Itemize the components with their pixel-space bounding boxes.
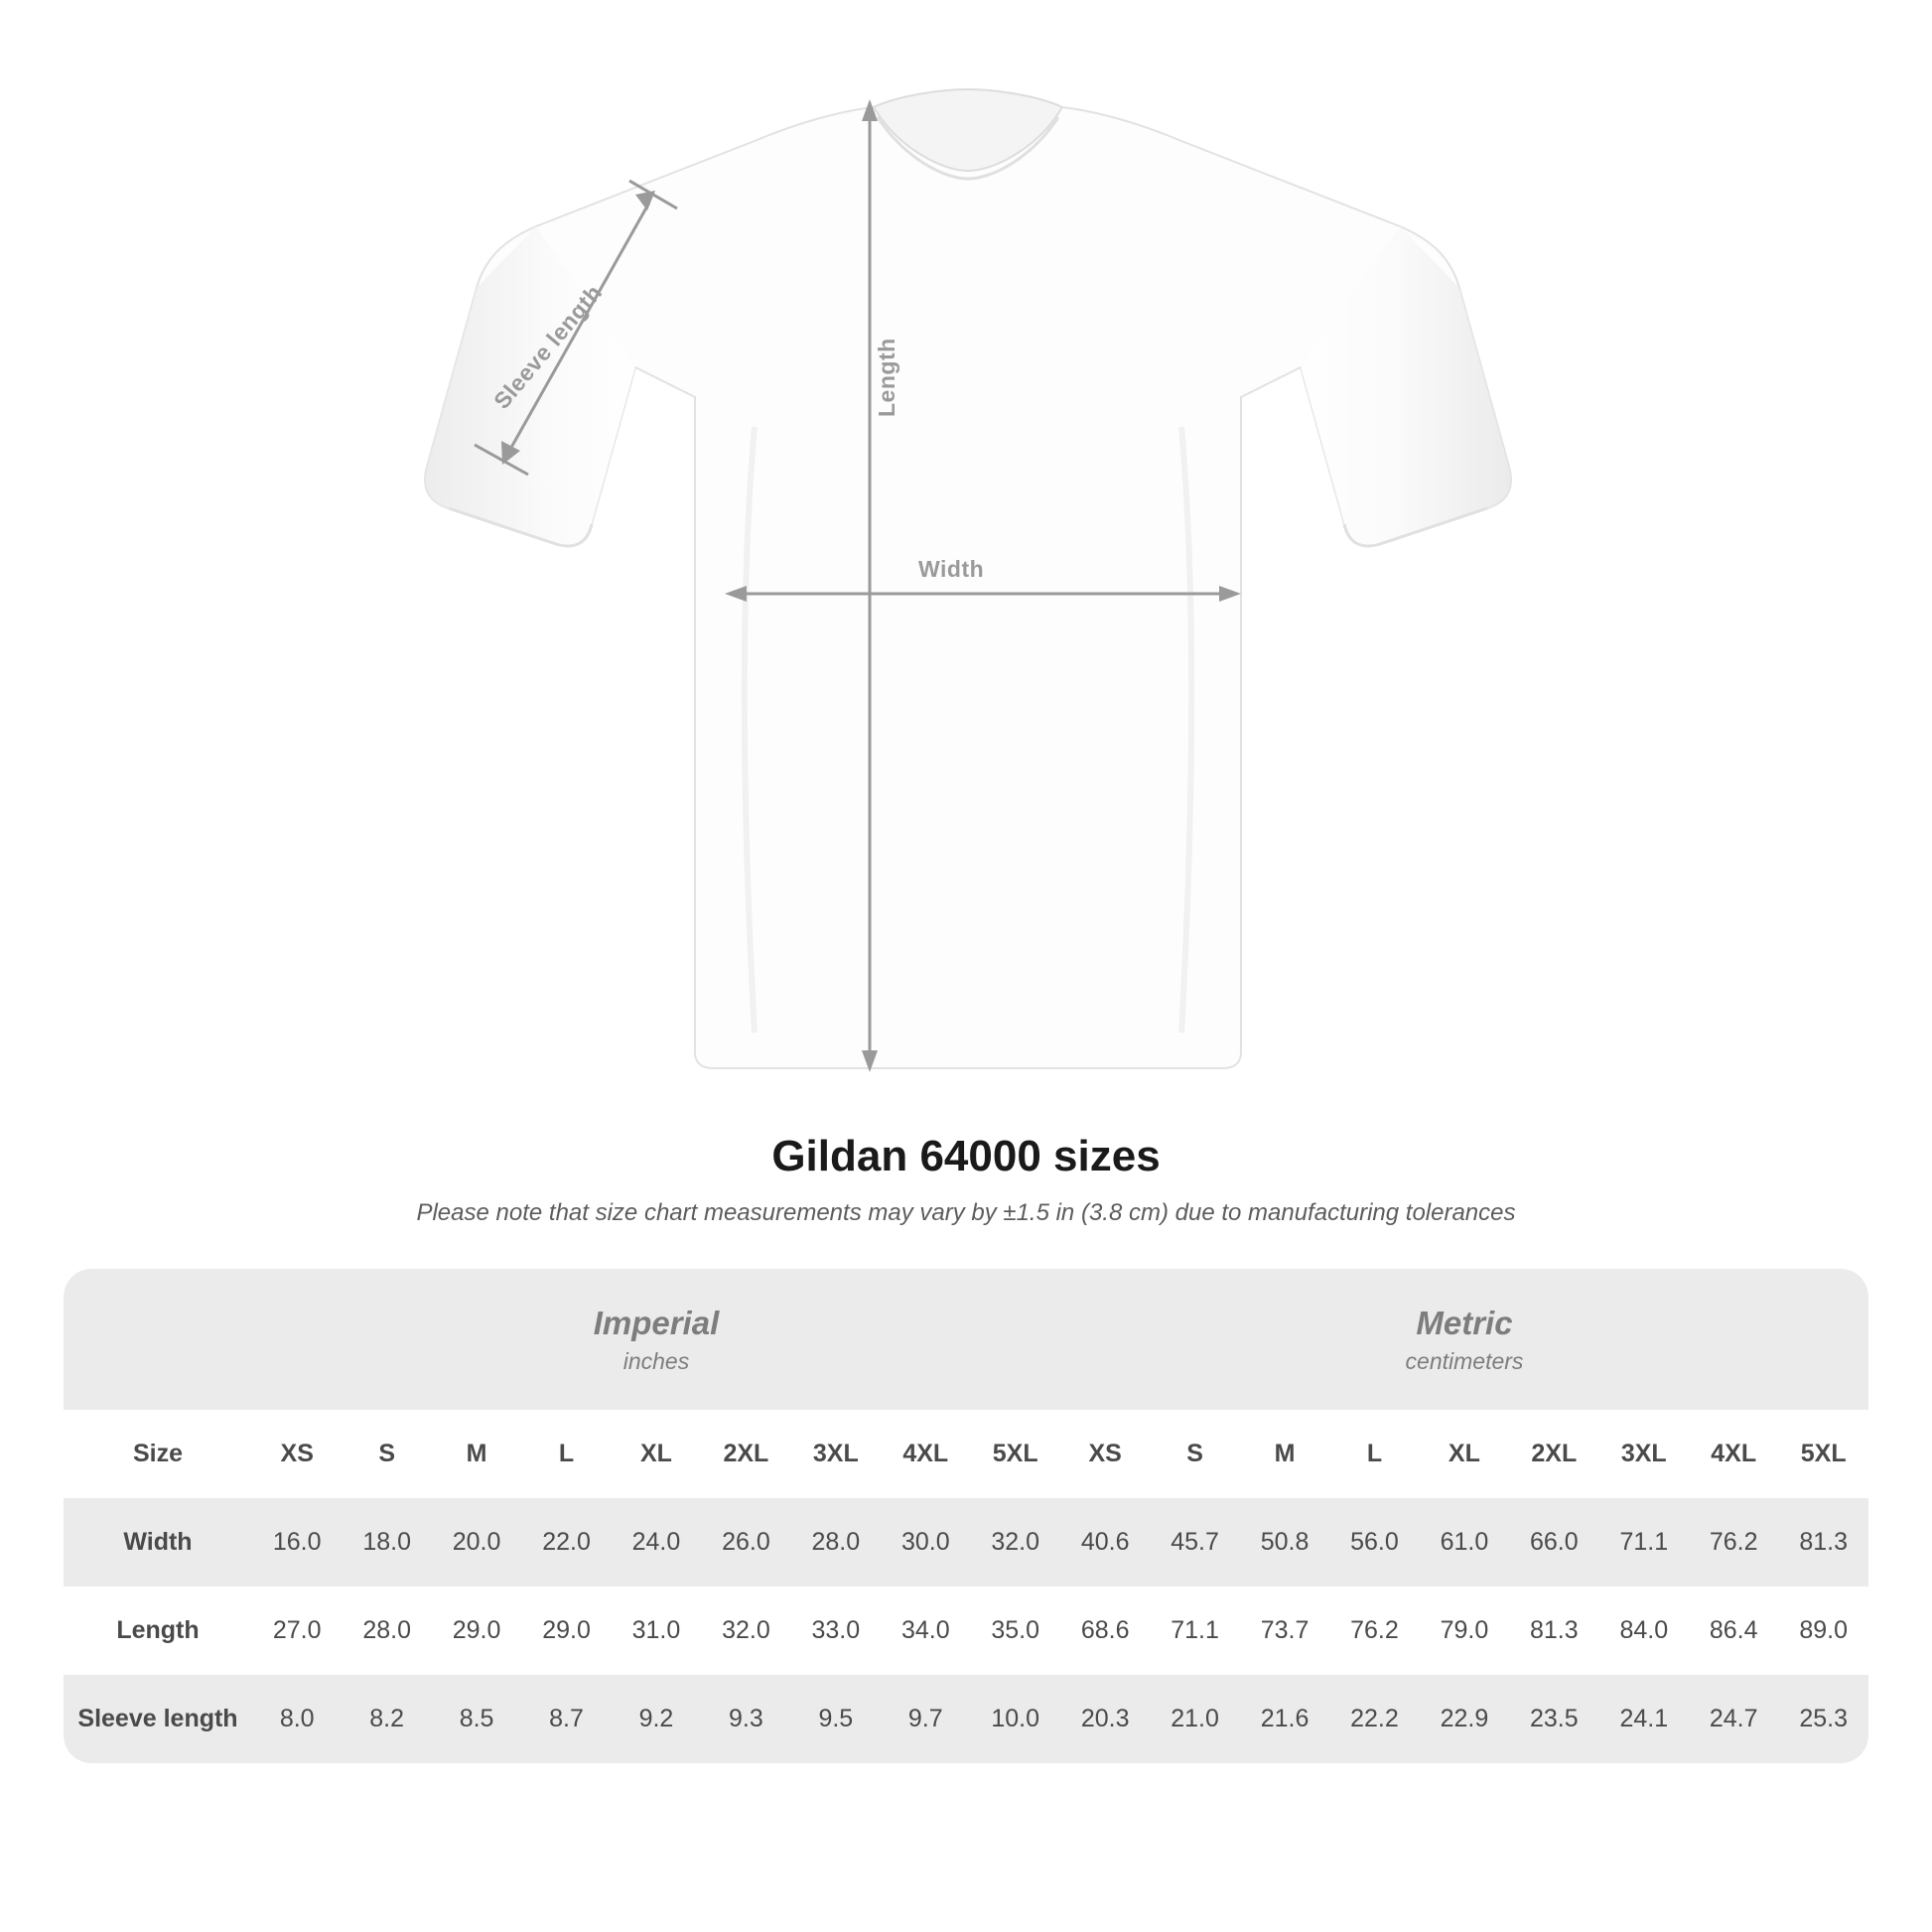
- cell-value: 31.0: [612, 1587, 701, 1675]
- size-header-cell: S: [342, 1410, 431, 1498]
- cell-value: 33.0: [791, 1587, 881, 1675]
- unit-metric-name: Metric: [1416, 1305, 1513, 1341]
- size-header-cell: 3XL: [1599, 1410, 1689, 1498]
- unit-imperial-name: Imperial: [593, 1305, 720, 1341]
- unit-header-metric: [1060, 1269, 1868, 1410]
- cell-value: 8.2: [342, 1675, 431, 1763]
- sleeve-length-dimension-label: Sleeve length: [488, 279, 608, 414]
- cell-value: 20.0: [432, 1498, 521, 1587]
- cell-value: 76.2: [1689, 1498, 1778, 1587]
- cell-value: 8.0: [252, 1675, 342, 1763]
- size-header-cell: 4XL: [1689, 1410, 1778, 1498]
- cell-value: 32.0: [701, 1587, 790, 1675]
- cell-value: 9.7: [881, 1675, 970, 1763]
- cell-value: 29.0: [521, 1587, 611, 1675]
- cell-value: 26.0: [701, 1498, 790, 1587]
- cell-value: 73.7: [1240, 1587, 1329, 1675]
- size-header-cell: 3XL: [791, 1410, 881, 1498]
- table-row: [64, 1498, 1868, 1587]
- tolerance-note: Please note that size chart measurements may vary by ±1.5 in (3.8 cm) due to manufacturing tolerances: [416, 1199, 1516, 1226]
- cell-value: 27.0: [252, 1587, 342, 1675]
- cell-value: 20.3: [1060, 1675, 1150, 1763]
- cell-value: 71.1: [1599, 1498, 1689, 1587]
- cell-value: 56.0: [1329, 1498, 1419, 1587]
- size-chart-table-wrapper: [64, 1269, 1868, 1763]
- cell-value: 30.0: [881, 1498, 970, 1587]
- cell-value: 71.1: [1150, 1587, 1239, 1675]
- length-dimension-label: Length: [874, 338, 899, 417]
- cell-value: 86.4: [1689, 1587, 1778, 1675]
- cell-value: 68.6: [1060, 1587, 1150, 1675]
- size-header-cell: 4XL: [881, 1410, 970, 1498]
- cell-value: 79.0: [1420, 1587, 1509, 1675]
- width-dimension-label: Width: [918, 556, 985, 582]
- cell-value: 25.3: [1778, 1675, 1868, 1763]
- cell-value: 9.2: [612, 1675, 701, 1763]
- cell-value: 40.6: [1060, 1498, 1150, 1587]
- cell-value: 89.0: [1778, 1587, 1868, 1675]
- cell-value: 22.9: [1420, 1675, 1509, 1763]
- cell-value: 8.7: [521, 1675, 611, 1763]
- cell-value: 81.3: [1509, 1587, 1598, 1675]
- cell-value: 23.5: [1509, 1675, 1598, 1763]
- unit-header-spacer: [64, 1269, 252, 1410]
- title-block: [0, 1132, 1932, 1227]
- cell-value: 81.3: [1778, 1498, 1868, 1587]
- cell-value: 61.0: [1420, 1498, 1509, 1587]
- unit-header-imperial: [252, 1269, 1060, 1410]
- size-header-cell: XL: [1420, 1410, 1509, 1498]
- size-header-cell: 2XL: [1509, 1410, 1598, 1498]
- cell-value: 9.3: [701, 1675, 790, 1763]
- cell-value: 22.2: [1329, 1675, 1419, 1763]
- size-header-cell: M: [432, 1410, 521, 1498]
- size-header-row: [64, 1410, 1868, 1498]
- cell-value: 10.0: [971, 1675, 1060, 1763]
- size-header-cell: 2XL: [701, 1410, 790, 1498]
- cell-value: 45.7: [1150, 1498, 1239, 1587]
- size-header-cell: L: [521, 1410, 611, 1498]
- size-header-cell: M: [1240, 1410, 1329, 1498]
- cell-value: 18.0: [342, 1498, 431, 1587]
- cell-value: 28.0: [791, 1498, 881, 1587]
- unit-header-row: [64, 1269, 1868, 1410]
- cell-value: 84.0: [1599, 1587, 1689, 1675]
- cell-value: 50.8: [1240, 1498, 1329, 1587]
- size-header-cell: XL: [612, 1410, 701, 1498]
- cell-value: 32.0: [971, 1498, 1060, 1587]
- cell-value: 24.0: [612, 1498, 701, 1587]
- size-header-cell: L: [1329, 1410, 1419, 1498]
- cell-value: 35.0: [971, 1587, 1060, 1675]
- cell-value: 29.0: [432, 1587, 521, 1675]
- table-row: [64, 1587, 1868, 1675]
- cell-value: 66.0: [1509, 1498, 1598, 1587]
- cell-value: 76.2: [1329, 1587, 1419, 1675]
- row-label-sleeve-length: Sleeve length: [64, 1675, 252, 1763]
- cell-value: 24.7: [1689, 1675, 1778, 1763]
- size-header-cell: XS: [252, 1410, 342, 1498]
- size-header-cell: S: [1150, 1410, 1239, 1498]
- size-header-cell: 5XL: [1778, 1410, 1868, 1498]
- size-header-cell: 5XL: [971, 1410, 1060, 1498]
- cell-value: 34.0: [881, 1587, 970, 1675]
- size-corner-label: Size: [64, 1410, 252, 1498]
- unit-imperial-sub: inches: [622, 1348, 690, 1375]
- row-label-length: Length: [64, 1587, 252, 1675]
- cell-value: 24.1: [1599, 1675, 1689, 1763]
- page-title: Gildan 64000 sizes: [771, 1132, 1161, 1180]
- table-row: [64, 1675, 1868, 1763]
- row-label-width: Width: [64, 1498, 252, 1587]
- unit-metric-sub: centimeters: [1405, 1348, 1524, 1375]
- cell-value: 21.0: [1150, 1675, 1239, 1763]
- cell-value: 22.0: [521, 1498, 611, 1587]
- cell-value: 21.6: [1240, 1675, 1329, 1763]
- cell-value: 8.5: [432, 1675, 521, 1763]
- size-chart-table: [64, 1269, 1868, 1763]
- cell-value: 16.0: [252, 1498, 342, 1587]
- cell-value: 28.0: [342, 1587, 431, 1675]
- size-header-cell: XS: [1060, 1410, 1150, 1498]
- cell-value: 9.5: [791, 1675, 881, 1763]
